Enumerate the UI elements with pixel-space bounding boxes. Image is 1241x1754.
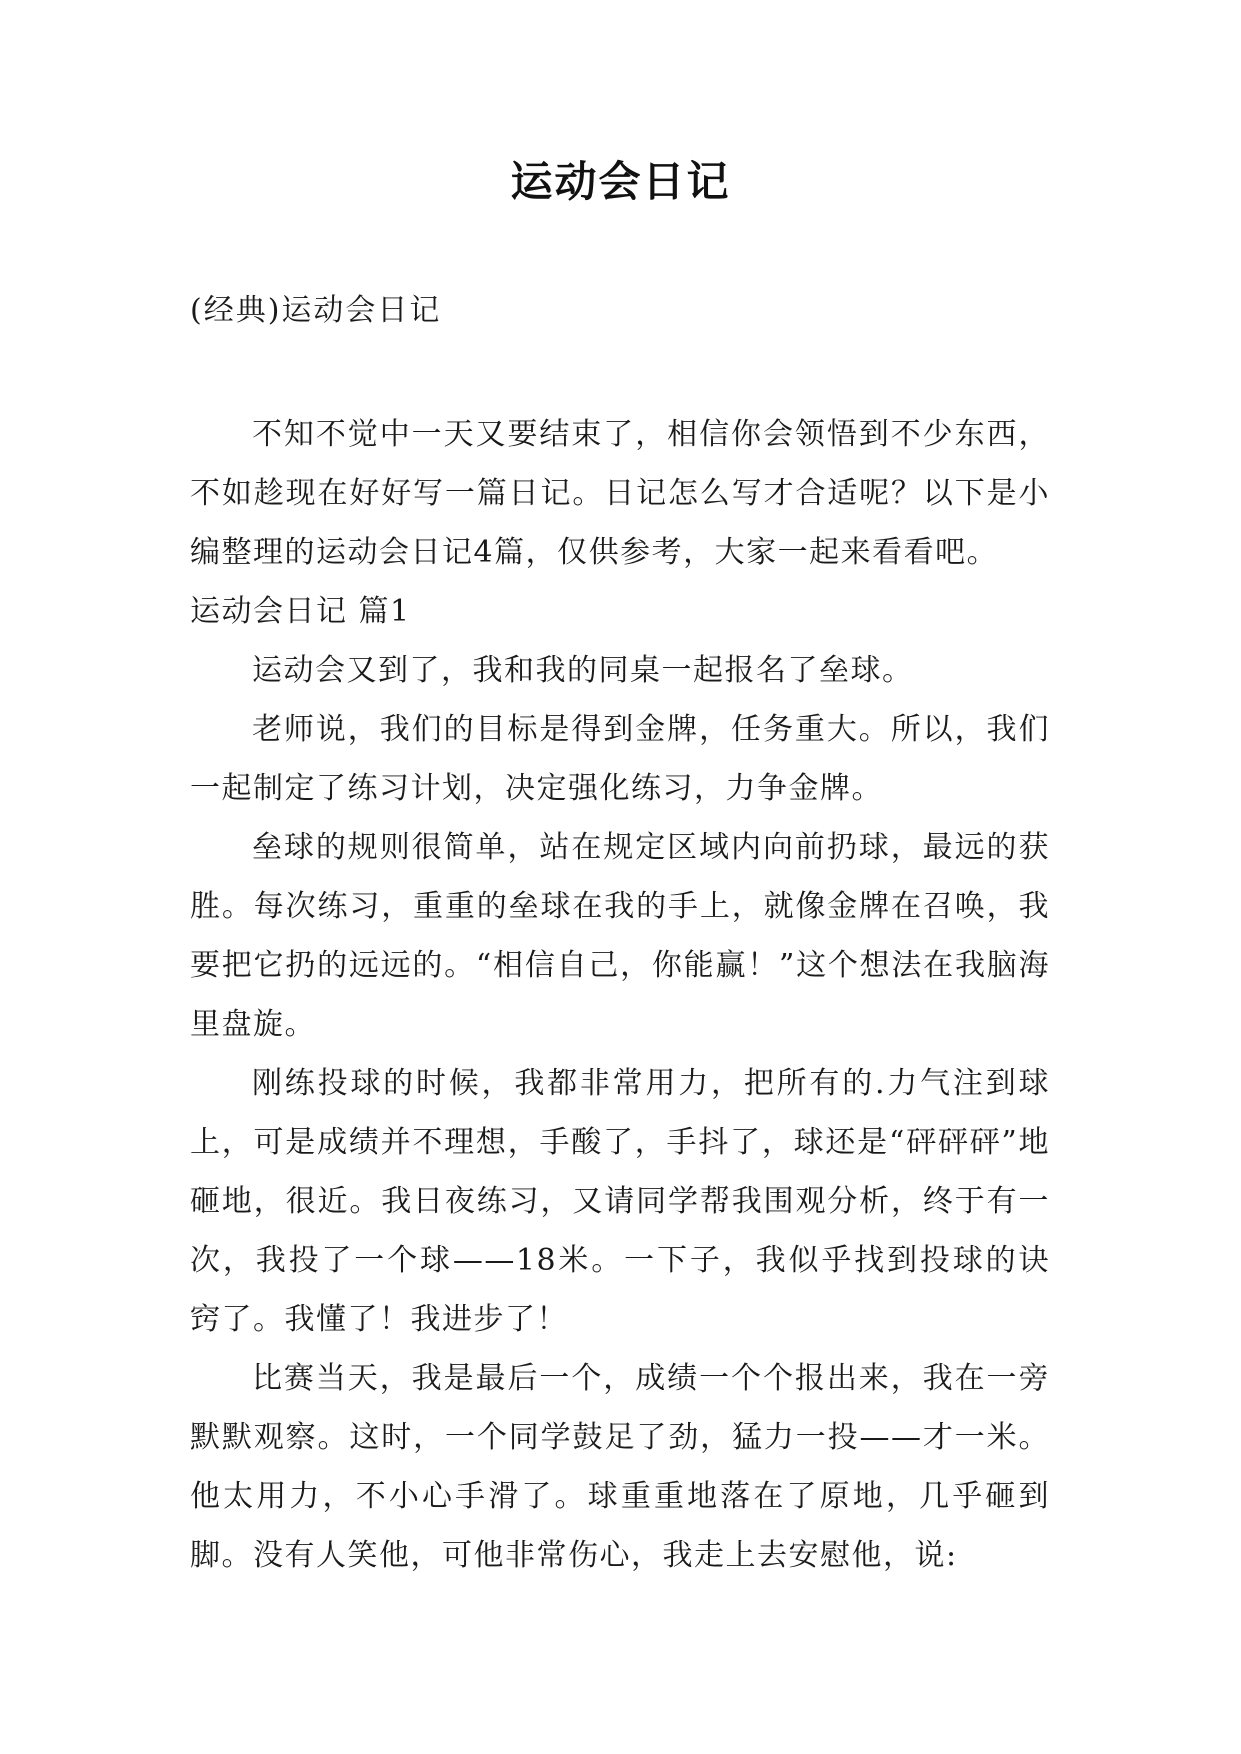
- section-heading: 运动会日记 篇1: [190, 594, 411, 629]
- body-paragraph: 运动会又到了，我和我的同桌一起报名了垒球。: [252, 653, 914, 688]
- document-title: 运动会日记: [510, 157, 731, 206]
- intro-paragraph: 不知不觉中一天又要结束了，相信你会领悟到不少东西，不如趁现在好好写一篇日记。日记怎么写才合适呢？以下是小编整理的运动会日记4篇，仅供参考，大家一起来看看吧。: [190, 417, 1050, 570]
- document-subtitle: (经典)运动会日记: [190, 293, 442, 328]
- body-paragraph: 老师说，我们的目标是得到金牌，任务重大。所以，我们一起制定了练习计划，决定强化练习，力争金牌。: [190, 712, 1050, 806]
- body-paragraph: 垒球的规则很简单，站在规定区域内向前扔球，最远的获胜。每次练习，重重的垒球在我的手上，就像金牌在召唤，我要把它扔的远远的。“相信自己，你能赢！”这个想法在我脑海里盘旋。: [190, 830, 1050, 1042]
- body-paragraph: 比赛当天，我是最后一个，成绩一个个报出来，我在一旁默默观察。这时，一个同学鼓足了劲，猛力一投——才一米。他太用力，不小心手滑了。球重重地落在了原地，几乎砸到脚。没有人笑他，可他非常伤心，我走上去安慰他，说:: [190, 1361, 1050, 1573]
- body-paragraph: 刚练投球的时候，我都非常用力，把所有的.力气注到球上，可是成绩并不理想，手酸了，手抖了，球还是“砰砰砰”地砸地，很近。我日夜练习，又请同学帮我围观分析，终于有一次，我投了一个球——18米。一下子，我似乎找到投球的诀窍了。我懂了！我进步了！: [190, 1066, 1050, 1337]
- document-body: [190, 405, 1050, 1585]
